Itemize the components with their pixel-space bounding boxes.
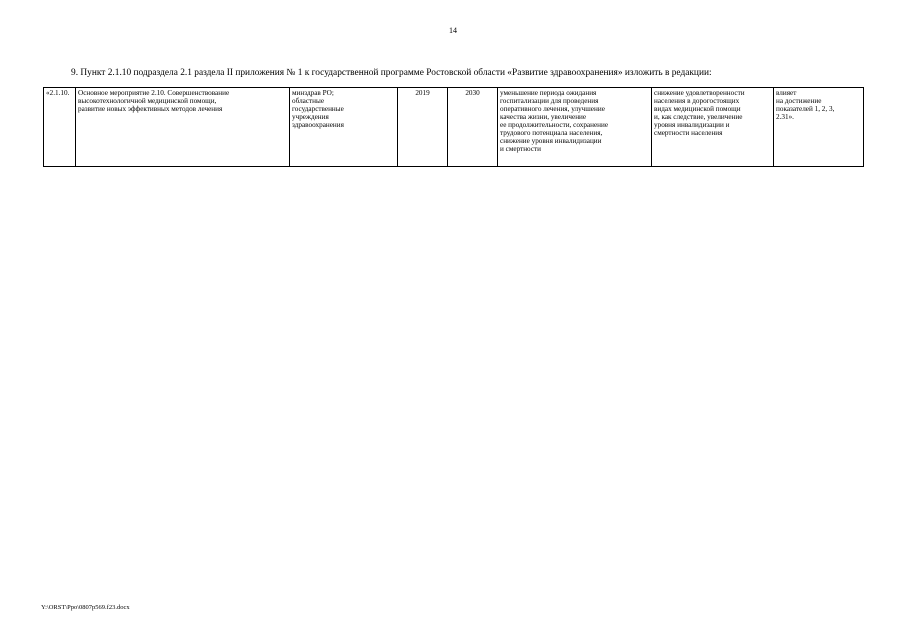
consequence-line: и, как следствие, увеличение [654,113,743,121]
cell-consequences [652,88,774,167]
end-year-text: 2030 [465,89,480,97]
executor-line: минздрав РО; [292,89,334,97]
indicator-line: на достижение [776,97,822,105]
result-line: качества жизни, увеличение [500,113,587,121]
cell-expected-result [498,88,652,167]
code-text: «2.1.10. [46,89,70,97]
start-year-text: 2019 [415,89,430,97]
indicator-line: 2.31». [776,113,794,121]
consequence-line: снижение удовлетворенности [654,89,745,97]
result-line: снижение уровня инвалидизации [500,137,602,145]
cell-executor [290,88,398,167]
cell-start-year [398,88,448,167]
measure-line: развитие новых эффективных методов лечения [78,105,223,113]
consequence-line: уровня инвалидизации и [654,121,730,129]
cell-measure [76,88,290,167]
consequence-line: смертности населения [654,129,723,137]
result-line: госпитализации для проведения [500,97,599,105]
measure-line: высокотехнологичной медицинской помощи, [78,97,217,105]
cell-end-year [448,88,498,167]
indicator-line: влияет [776,89,797,97]
executor-line: областные [292,97,325,105]
result-line: ее продолжительности, сохранение [500,121,609,129]
consequence-line: видах медицинской помощи [654,105,741,113]
consequence-line: населения в дорогостоящих [654,97,740,105]
result-line: оперативного лечения, улучшение [500,105,605,113]
cell-code [44,88,76,167]
intro-paragraph: 9. Пункт 2.1.10 подраздела 2.1 раздела II приложения № 1 к государственной программе Ростовской области «Развитие здравоохранения» изложить в редакции: [71,68,712,78]
table-row [44,88,864,167]
measure-line: Основное мероприятие 2.10. Совершенствование [78,89,230,97]
file-path-footer: Y:\ORST\Ppo\0807p569.f23.docx [41,604,130,611]
result-line: трудового потенциала населения, [500,129,603,137]
indicator-line: показателей 1, 2, 3, [776,105,835,113]
executor-line: здравоохранения [292,121,344,129]
result-line: и смертности [500,145,542,153]
executor-line: государственные [292,105,344,113]
cell-indicators [774,88,864,167]
page-number: 14 [449,26,457,35]
executor-line: учреждения [292,113,329,121]
program-table [43,87,864,167]
result-line: уменьшение периода ожидания [500,89,597,97]
